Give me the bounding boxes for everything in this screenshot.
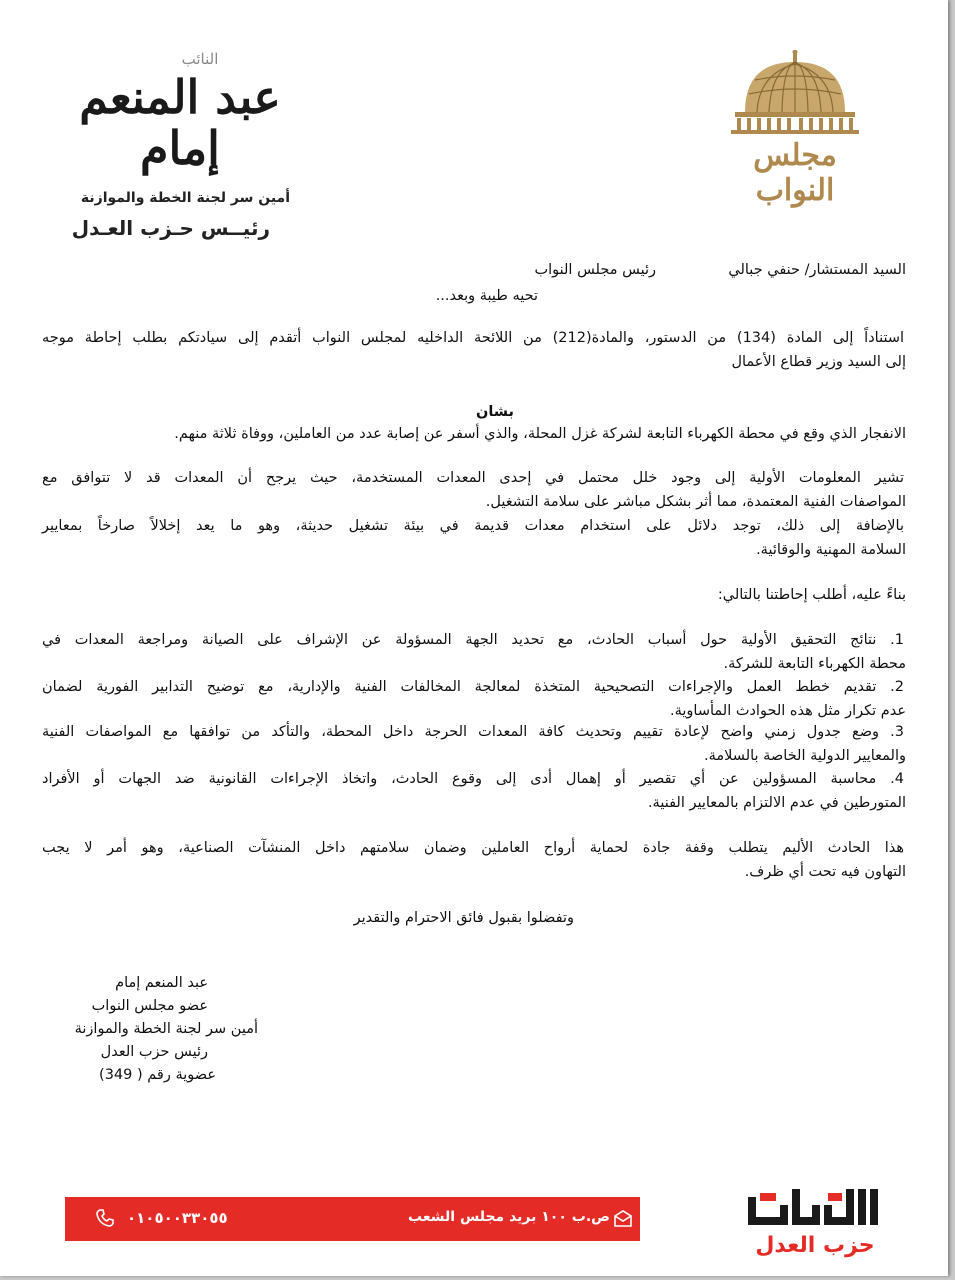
phone-icon: [95, 1208, 115, 1228]
mp-header: [60, 50, 290, 250]
item1-line-1: 1. نتائج التحقيق الأولية حول أسباب الحادث، مع تحديد الجهة المسؤولة عن الإشراف على الصيانة ومراجعة المعدات في: [42, 632, 904, 648]
item2-line-2: عدم تكرار مثل هذه الحوادث المأساوية.: [669, 703, 906, 719]
intro-line-2: إلى السيد وزير قطاع الأعمال: [731, 354, 906, 370]
intro-line-1: استناداً إلى المادة (134) من الدستور، والمادة(212) من اللائحة الداخليه لمجلس النواب أتقدم إلى سيادتكم بطلب إحاطة موجه: [42, 330, 904, 346]
envelope-icon: [613, 1210, 633, 1228]
recipient-name: السيد المستشار/ حنفي جبالي: [728, 262, 906, 278]
subject-text: الانفجار الذي وقع في محطة الكهرباء التابعة لشركة غزل المحلة، والذي أسفر عن إصابة عدد من العاملين، ووفاة ثلاثة منهم.: [174, 426, 906, 442]
item4-line-1: 4. محاسبة المسؤولين عن أي تقصير أو إهمال أدى إلى وقوع الحادث، واتخاذ الإجراءات القانونية ضد الجهات أو الأفراد: [42, 771, 904, 787]
mp-title: النائب: [181, 50, 219, 68]
signature-line-4: رئيس حزب العدل: [100, 1044, 208, 1060]
item1-line-2: محطة الكهرباء التابعة للشركة.: [723, 656, 906, 672]
request-intro: بناءً عليه، أطلب إحاطتنا بالتالي:: [717, 587, 906, 603]
subject-label: بشان: [475, 404, 514, 420]
item3-line-1: 3. وضع جدول زمني واضح لإعادة تقييم وتحديث كافة المعدات الحرجة داخل المحطة، والتأكد من توافقها مع المواصفات الفنية: [42, 724, 904, 740]
mp-name-calligraphy: عبد المنعم إمام: [79, 70, 281, 175]
closing-line-1: هذا الحادث الأليم يتطلب وقفة جادة لحماية أرواح العاملين وضمان سلامتهم داخل المنشآت الصناعية، وهو أمر لا يجب: [42, 840, 904, 856]
para1-line-3: بالإضافة إلى ذلك، توجد دلائل على استخدام معدات قديمة في بيئة تشغيل حديثة، وهو ما يعد إخلالاً صارخاً بمعايير: [42, 518, 904, 534]
footer-phone: ٠١٠٥٠٠٣٣٠٥٥: [127, 1209, 228, 1227]
mp-role: أمين سر لجنة الخطة والموازنة: [80, 190, 290, 206]
signature-name: عبد المنعم إمام: [115, 975, 208, 991]
mp-party-role: رئيــس حـزب العـدل: [71, 216, 270, 240]
party-logo: [740, 1183, 890, 1273]
signature-membership: عضوية رقم ( 349): [99, 1067, 216, 1083]
footer-contact-bar: [65, 1197, 640, 1241]
para1-line-2: المواصفات الفنية المعتمدة، مما أثر بشكل مباشر على سلامة التشغيل.: [485, 494, 906, 510]
parliament-logo: [715, 50, 875, 208]
signature-line-2: عضو مجلس النواب: [91, 998, 208, 1014]
para1-line-1: تشير المعلومات الأولية إلى وجود خلل محتمل في إحدى المعدات المستخدمة، حيث يرجح أن المعدات قد لا تتوافق مع: [42, 470, 904, 486]
item3-line-2: والمعايير الدولية الخاصة بالسلامة.: [703, 748, 906, 764]
parliament-name: مجلس النواب: [753, 138, 837, 208]
footer-address: ص.ب ١٠٠ بريد مجلس الشعب: [408, 1209, 610, 1225]
parliament-dome-icon: [715, 50, 875, 136]
item4-line-2: المتورطين في عدم الالتزام بالمعايير الفنية.: [647, 795, 906, 811]
party-name: حزب العدل: [755, 1233, 875, 1258]
party-logo-mark: [740, 1183, 890, 1233]
para1-line-4: السلامة المهنية والوقائية.: [756, 542, 906, 558]
item2-line-1: 2. تقديم خطط العمل والإجراءات التصحيحية المتخذة لمعالجة المخالفات الفنية والإدارية، مع توضيح التدابير الفورية لضمان: [42, 679, 904, 695]
recipient-title: رئيس مجلس النواب: [534, 262, 656, 278]
signature-line-3: أمين سر لجنة الخطة والموازنة: [74, 1021, 258, 1037]
closing-line-2: التهاون فيه تحت أي ظرف.: [744, 864, 906, 880]
regards: وتفضلوا بقبول فائق الاحترام والتقدير: [353, 910, 574, 926]
greeting: تحيه طيبة وبعد...: [435, 288, 538, 304]
